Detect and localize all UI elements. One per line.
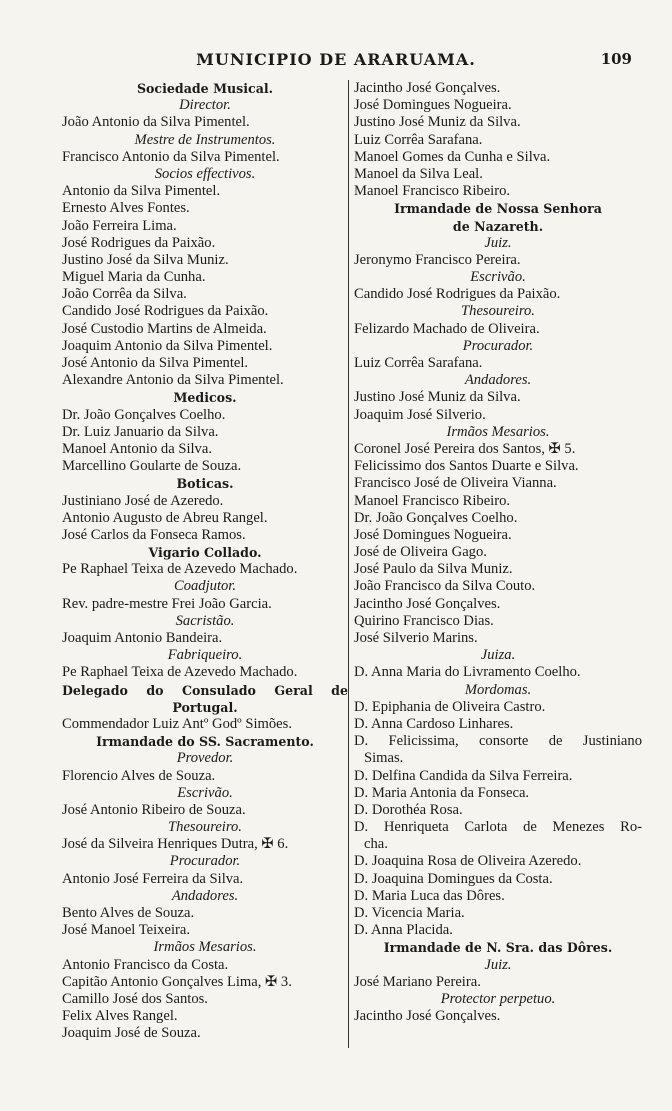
page-number: 109 (600, 50, 632, 68)
entry-line: João Antonio da Silva Pimentel. (62, 114, 250, 131)
running-title: MUNICIPIO DE ARARUAMA. (196, 50, 476, 69)
entry-line: Joaquim José Silverio. (354, 406, 486, 423)
role-subheading: Coadjutor. (173, 578, 237, 595)
entry-line: D. Maria Luca das Dôres. (354, 887, 505, 904)
entry-line: José Carlos da Fonseca Ramos. (62, 526, 246, 543)
entry-line: Capitão Antonio Gonçalves Lima, ✠ 3. (62, 973, 292, 990)
entry-line: Manoel Francisco Ribeiro. (354, 492, 511, 509)
entry-line: Felicissimo dos Santos Duarte e Silva. (354, 458, 579, 475)
entry-line: Dr. João Gonçalves Coelho. (62, 406, 226, 423)
section-heading: Boticas. (176, 476, 234, 492)
column-divider (348, 80, 349, 1048)
entry-line: D. Henriqueta Carlota de Menezes Ro- (354, 819, 642, 836)
entry-line: Jeronymo Francisco Pereira. (354, 251, 521, 268)
entry-line: D. Dorothéa Rosa. (354, 801, 463, 818)
entry-line: José Rodrigues da Paixão. (62, 234, 216, 251)
entry-line: D. Joaquina Domingues da Costa. (354, 870, 553, 887)
entry-line: Antonio Augusto de Abreu Rangel. (62, 509, 268, 526)
entry-line: José Paulo da Silva Muniz. (354, 561, 513, 578)
entry-line: Rev. padre-mestre Frei João Garcia. (62, 595, 272, 612)
entry-line: D. Epiphania de Oliveira Castro. (354, 698, 546, 715)
entry-line: Florencio Alves de Souza. (62, 767, 216, 784)
right-column (354, 80, 642, 1025)
role-subheading: Procurador. (169, 853, 241, 870)
entry-line: Alexandre Antonio da Silva Pimentel. (62, 372, 284, 389)
entry-line: D. Anna Maria do Livramento Coelho. (354, 664, 581, 681)
entry-line: José Silverio Marins. (354, 630, 478, 646)
entry-line: Manoel da Silva Leal. (354, 165, 483, 182)
entry-line: Candido José Rodrigues da Paixão. (62, 303, 269, 320)
entry-line: Jacintho José Gonçalves. (354, 80, 501, 96)
entry-line: Luiz Corrêa Sarafana. (354, 131, 483, 148)
entry-line: Francisco Antonio da Silva Pimentel. (62, 148, 280, 165)
entry-line: cha. (364, 836, 388, 853)
entry-line: José Manoel Teixeira. (62, 922, 190, 939)
page-header (0, 50, 672, 76)
entry-line: Felix Alves Rangel. (62, 1008, 178, 1025)
entry-line: Antonio da Silva Pimentel. (62, 183, 221, 200)
role-subheading: Juiza. (480, 647, 516, 664)
role-subheading: Mestre de Instrumentos. (134, 131, 276, 148)
section-heading: de Nazareth. (452, 218, 544, 234)
entry-line: D. Vicencia Maria. (354, 905, 465, 921)
entry-line: Pe Raphael Teixa de Azevedo Machado. (62, 664, 298, 681)
role-subheading: Thesoureiro. (168, 819, 242, 836)
entry-line: Joaquim Antonio da Silva Pimentel. (62, 337, 273, 354)
section-heading: Irmandade do SS. Sacramento. (96, 734, 314, 750)
entry-line: Luiz Corrêa Sarafana. (354, 355, 483, 371)
section-heading: Irmandade de N. Sra. das Dôres. (383, 940, 613, 956)
section-heading: Irmandade de Nossa Senhora (394, 201, 602, 217)
entry-line: Dr. João Gonçalves Coelho. (354, 509, 518, 526)
entry-line: Camillo José dos Santos. (62, 990, 208, 1007)
entry-line: José Antonio Ribeiro de Souza. (62, 801, 246, 818)
role-subheading: Provedor. (176, 750, 234, 767)
entry-line: José Domingues Nogueira. (354, 526, 512, 543)
entry-line: D. Anna Placida. (354, 922, 453, 939)
entry-line: Candido José Rodrigues da Paixão. (354, 286, 561, 303)
entry-line: Pe Raphael Teixa de Azevedo Machado. (62, 561, 298, 578)
entry-line: Antonio José Ferreira da Silva. (62, 870, 244, 887)
role-subheading: Fabriqueiro. (167, 647, 243, 664)
left-column (62, 80, 348, 1043)
entry-line: José da Silveira Henriques Dutra, ✠ 6. (62, 836, 289, 853)
entry-line: Quirino Francisco Dias. (354, 612, 494, 629)
entry-line: Marcellino Goularte de Souza. (62, 458, 242, 475)
entry-line: Joaquim Antonio Bandeira. (62, 630, 223, 646)
entry-line: José Custodio Martins de Almeida. (62, 320, 267, 337)
entry-line: Justino José da Silva Muniz. (62, 251, 229, 268)
entry-line: Justino José Muniz da Silva. (354, 389, 521, 406)
role-subheading: Juiz. (484, 956, 512, 973)
role-subheading: Protector perpetuo. (440, 990, 556, 1007)
role-subheading: Escrivão. (177, 784, 233, 801)
role-subheading: Director. (179, 97, 231, 114)
entry-line: João Francisco da Silva Couto. (354, 578, 536, 595)
entry-line: Ernesto Alves Fontes. (62, 200, 190, 217)
role-subheading: Mordomas. (464, 681, 532, 698)
role-subheading: Andadores. (171, 887, 239, 904)
role-subheading: Sacristão. (175, 612, 235, 629)
role-subheading: Irmãos Mesarios. (446, 423, 550, 440)
section-heading: Vigario Collado. (148, 545, 262, 561)
entry-line: José de Oliveira Gago. (354, 544, 487, 561)
role-subheading: Juiz. (484, 234, 512, 251)
entry-line: D. Felicissima, consorte de Justiniano (354, 733, 642, 750)
entry-line: Justino José Muniz da Silva. (354, 114, 521, 131)
entry-line: Coronel José Pereira dos Santos, ✠ 5. (354, 440, 576, 457)
entry-line: José Domingues Nogueira. (354, 97, 512, 114)
entry-line: Joaquim José de Souza. (62, 1025, 201, 1042)
entry-line: D. Maria Antonia da Fonseca. (354, 784, 530, 801)
entry-line: José Antonio da Silva Pimentel. (62, 355, 249, 371)
entry-line: Miguel Maria da Cunha. (62, 269, 206, 286)
entry-line: Commendador Luiz Antº Godº Simões. (62, 715, 292, 732)
section-heading: Medicos. (173, 390, 237, 406)
entry-line: Dr. Luiz Januario da Silva. (62, 423, 219, 440)
role-subheading: Irmãos Mesarios. (153, 939, 257, 956)
entry-line: D. Delfina Candida da Silva Ferreira. (354, 767, 573, 784)
entry-line: D. Joaquina Rosa de Oliveira Azeredo. (354, 853, 582, 870)
entry-line: D. Anna Cardoso Linhares. (354, 715, 514, 732)
entry-line: Jacintho José Gonçalves. (354, 1008, 501, 1025)
entry-line: Manoel Gomes da Cunha e Silva. (354, 148, 551, 165)
entry-line: Bento Alves de Souza. (62, 905, 195, 921)
role-subheading: Socios effectivos. (154, 165, 256, 182)
entry-line: Simas. (364, 750, 404, 767)
section-heading: Portugal. (172, 699, 238, 715)
role-subheading: Escrivão. (470, 269, 526, 286)
entry-line: Justiniano José de Azeredo. (62, 492, 224, 509)
entry-line: Felizardo Machado de Oliveira. (354, 320, 540, 337)
entry-line: Antonio Francisco da Costa. (62, 956, 229, 973)
role-subheading: Thesoureiro. (461, 303, 535, 320)
entry-line: Francisco José de Oliveira Vianna. (354, 475, 557, 492)
entry-line: João Ferreira Lima. (62, 217, 177, 234)
entry-line: Manoel Antonio da Silva. (62, 440, 212, 457)
role-subheading: Procurador. (462, 337, 534, 354)
entry-line: Manoel Francisco Ribeiro. (354, 183, 511, 200)
section-heading: Delegado do Consulado Geral de (62, 682, 348, 698)
entry-line: José Mariano Pereira. (354, 973, 481, 990)
entry-line: Jacintho José Gonçalves. (354, 595, 501, 612)
section-heading: Sociedade Musical. (136, 81, 274, 96)
entry-line: João Corrêa da Silva. (62, 286, 187, 303)
role-subheading: Andadores. (464, 372, 532, 389)
